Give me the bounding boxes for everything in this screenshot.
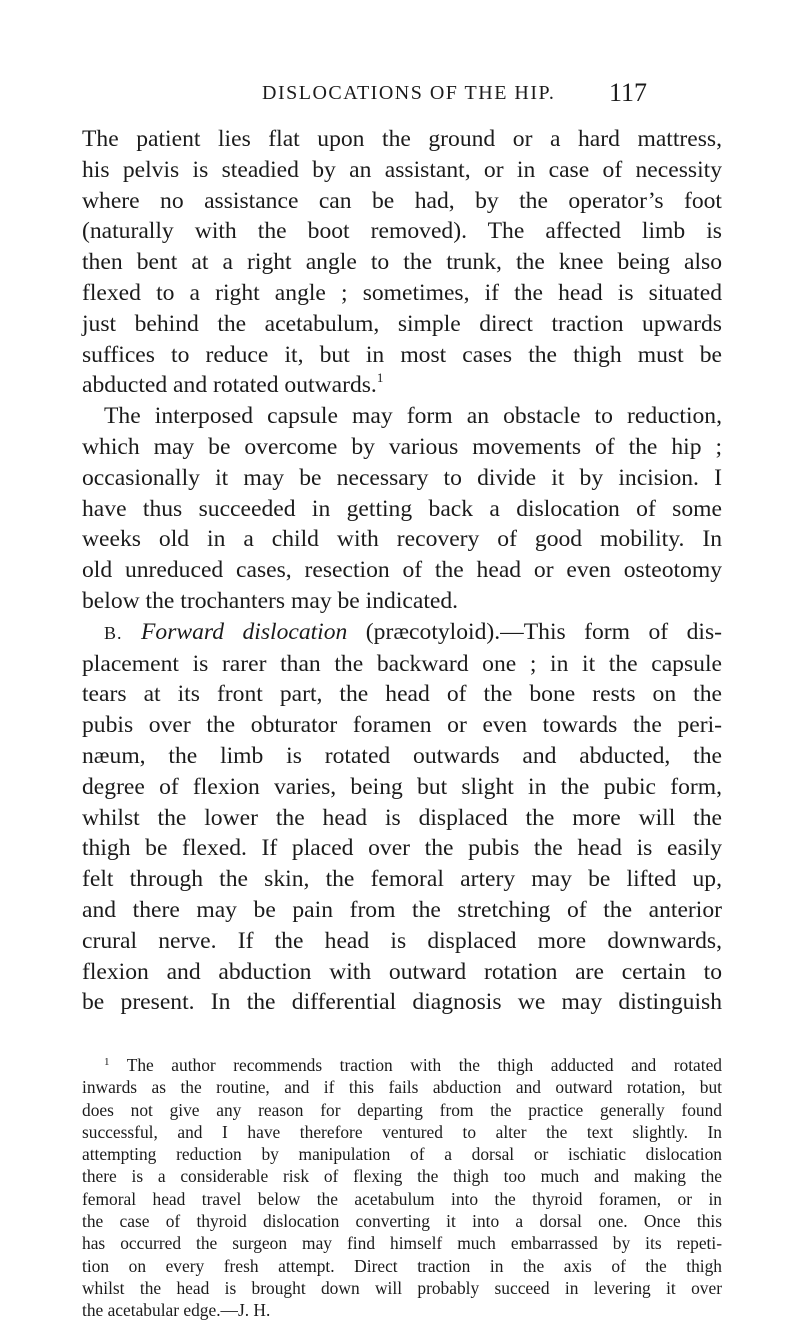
footnote-line: there is a considerable risk of flexing the thigh too much and making the <box>82 1166 722 1187</box>
page-number: 117 <box>609 78 648 107</box>
text-line: placement is rarer than the backward one ; in it the capsule <box>82 650 722 677</box>
running-title: DISLOCATIONS OF THE HIP. <box>262 82 556 104</box>
footnote-line: does not give any reason for departing from the practice generally found <box>82 1099 722 1120</box>
footnote-line: attempting reduction by manipulation of a dorsal or ischiatic dislocation <box>82 1144 722 1165</box>
text-line: then bent at a right angle to the trunk, the knee being also <box>82 249 722 276</box>
text-line: occasionally it may be necessary to divide it by incision. I <box>82 464 722 491</box>
text-line: his pelvis is steadied by an assistant, or in case of necessity <box>82 156 722 183</box>
text-line-content: abducted and rotated outwards. <box>82 372 377 399</box>
text-line: whilst the lower the head is displaced the more will the <box>82 804 722 831</box>
text-line: tears at its front part, the head of the bone rests on the <box>82 681 722 708</box>
text-line: be present. In the differential diagnosis we may distinguish <box>82 989 722 1016</box>
text-line: where no assistance can be had, by the operator’s foot <box>82 187 722 214</box>
footnote-line-content: The author recommends traction with the thigh adducted and rotated <box>109 1055 722 1075</box>
text-line: and there may be pain from the stretching of the anterior <box>82 896 722 923</box>
text-line: The patient lies flat upon the ground or a hard mattress, <box>82 126 722 152</box>
footnote-marker: 1 <box>104 1056 110 1068</box>
text-line: (naturally with the boot removed). The affected limb is <box>82 218 722 245</box>
text-line: næum, the limb is rotated outwards and abducted, the <box>82 742 722 769</box>
text-line: flexed to a right angle ; sometimes, if the head is situated <box>82 279 722 306</box>
footnote-line: the case of thyroid dislocation converting it into a dorsal one. Once this <box>82 1211 722 1232</box>
text-line: old unreduced cases, resection of the head or even osteotomy <box>82 557 722 584</box>
footnote-line: the acetabular edge.—J. H. <box>82 1300 271 1321</box>
running-head <box>0 78 800 118</box>
footnote-line: successful, and I have therefore ventured to alter the text slightly. In <box>82 1121 722 1142</box>
footnote-line <box>82 1054 722 1076</box>
text-line: below the trochanters may be indicated. <box>82 587 459 614</box>
text-line: felt through the skin, the femoral artery may be lifted up, <box>82 866 722 893</box>
section-letter: B. <box>104 622 123 643</box>
body-text <box>82 124 722 1018</box>
text-line: weeks old in a child with recovery of good mobility. In <box>82 526 722 553</box>
footnote <box>82 1054 722 1322</box>
footnote-line: whilst the head is brought down will probably succeed in levering it over <box>82 1277 722 1298</box>
footnote-line: inwards as the routine, and if this fails abduction and outward rotation, but <box>82 1077 722 1098</box>
section-heading-rest: (præcotyloid).—This form of dis- <box>347 618 722 645</box>
section-heading-line <box>82 617 722 649</box>
text-line: degree of flexion varies, being but slight in the pubic form, <box>82 773 722 800</box>
text-line: The interposed capsule may form an obstacle to reduction, <box>104 403 722 430</box>
text-line <box>82 370 722 401</box>
footnote-line: has occurred the surgeon may find himself much embarrassed by its repeti- <box>82 1233 722 1254</box>
text-line: just behind the acetabulum, simple direct traction upwards <box>82 310 722 337</box>
footnote-line: tion on every fresh attempt. Direct traction in the axis of the thigh <box>82 1255 722 1276</box>
section-title: Forward dislocation <box>140 618 348 645</box>
text-line: crural nerve. If the head is displaced more downwards, <box>82 927 722 954</box>
text-line: have thus succeeded in getting back a dislocation of some <box>82 495 722 522</box>
footnote-line: femoral head travel below the acetabulum into the thyroid foramen, or in <box>82 1188 722 1209</box>
text-line: suffices to reduce it, but in most cases the thigh must be <box>82 341 722 368</box>
footnote-reference: 1 <box>376 370 384 386</box>
text-line: which may be overcome by various movements of the hip ; <box>82 433 722 460</box>
text-line: thigh be flexed. If placed over the pubis the head is easily <box>82 835 722 862</box>
text-line: pubis over the obturator foramen or even towards the peri- <box>82 712 722 739</box>
text-line: flexion and abduction with outward rotation are certain to <box>82 958 722 985</box>
